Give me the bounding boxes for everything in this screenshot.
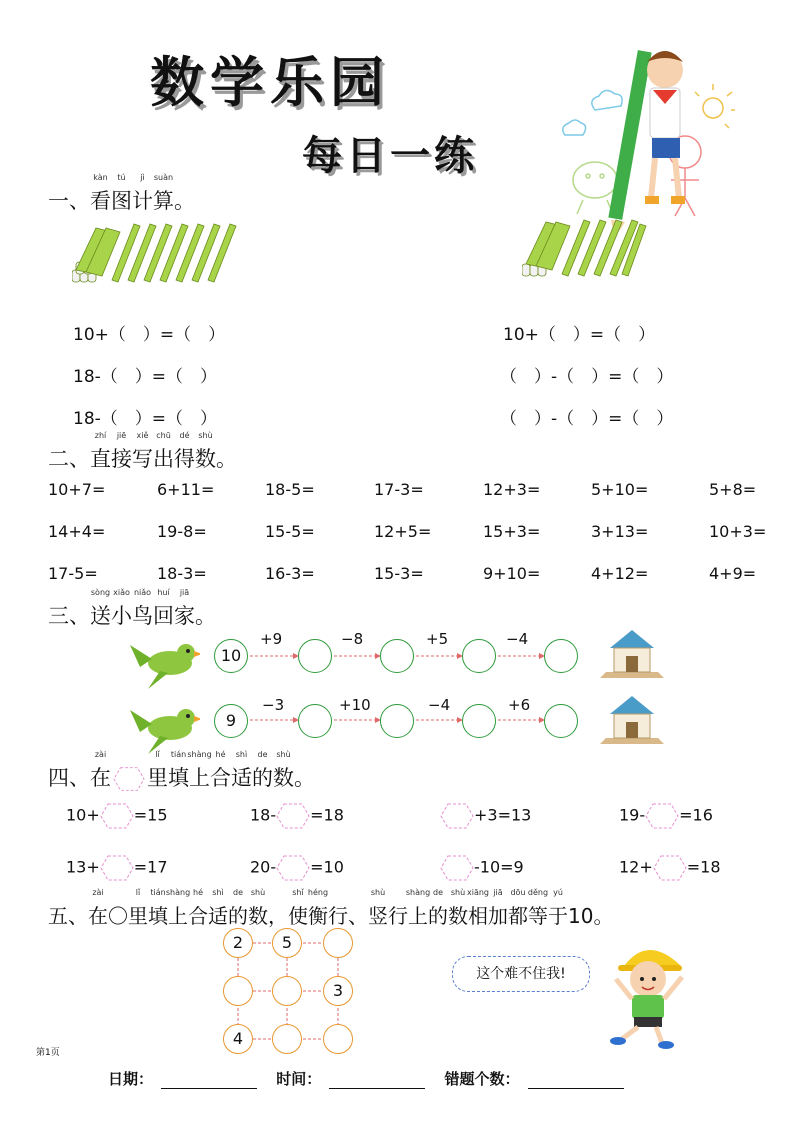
title-char: 适 shì bbox=[231, 750, 252, 790]
pinyin: kàn bbox=[93, 173, 108, 182]
pinyin: shàng bbox=[165, 888, 191, 897]
hex-fill-item[interactable]: +3=13 bbox=[440, 803, 531, 829]
speech-bubble: 这个难不住我! bbox=[452, 956, 590, 992]
pinyin: jiā bbox=[179, 588, 190, 597]
chain1-answer-circle[interactable] bbox=[462, 639, 496, 673]
stick-bundle-right-icon bbox=[522, 218, 647, 280]
calc-item[interactable]: 12+3= bbox=[483, 480, 541, 499]
hex-fill-item[interactable]: -10=9 bbox=[440, 855, 524, 881]
chain1-answer-circle[interactable] bbox=[380, 639, 414, 673]
grid-circle[interactable]: 2 bbox=[223, 928, 253, 958]
hex-fill-item[interactable]: 18- =18 bbox=[250, 803, 344, 829]
pinyin: de bbox=[257, 750, 268, 759]
time-label: 时间： bbox=[276, 1070, 322, 1088]
title-char: 于 yú bbox=[548, 888, 568, 928]
pinyin: shù bbox=[198, 431, 213, 440]
title-char: 里 lǐ bbox=[147, 750, 168, 790]
hexagon-icon bbox=[113, 766, 145, 792]
chain2-op: −4 bbox=[428, 696, 451, 714]
s1-left-eq[interactable]: 18-（ ）=（ ） bbox=[73, 409, 218, 429]
hexagon-blank[interactable] bbox=[100, 858, 134, 877]
title-char: 、 bbox=[348, 904, 368, 928]
pinyin: shù bbox=[250, 888, 266, 897]
title-char: 。 bbox=[294, 766, 315, 790]
chain2-answer-circle[interactable] bbox=[298, 704, 332, 738]
bird-icon bbox=[130, 700, 200, 755]
pinyin: tián bbox=[150, 888, 166, 897]
title-char: 鸟 niǎo bbox=[132, 588, 153, 628]
house-icon bbox=[596, 692, 668, 746]
title-char: 一、 bbox=[48, 189, 90, 213]
title-char: 看 kàn bbox=[90, 173, 111, 213]
grid-circle[interactable] bbox=[272, 976, 302, 1006]
chain2-start: 9 bbox=[214, 704, 248, 738]
title-char: 家 jiā bbox=[174, 588, 195, 628]
chain1-answer-circle[interactable] bbox=[298, 639, 332, 673]
calc-item[interactable]: 15-3= bbox=[374, 564, 424, 583]
calc-item[interactable]: 3+13= bbox=[591, 522, 649, 541]
title-char: 的 de bbox=[252, 750, 273, 790]
title-char: 回 huí bbox=[153, 588, 174, 628]
hexagon-blank[interactable] bbox=[645, 806, 679, 825]
hexagon-blank[interactable] bbox=[440, 858, 474, 877]
pinyin: sòng bbox=[90, 588, 111, 597]
pinyin: zhí bbox=[94, 431, 107, 440]
title-char: 三、 bbox=[48, 604, 90, 628]
chain1-op: +9 bbox=[260, 630, 283, 648]
title-char: 算 suàn bbox=[153, 173, 174, 213]
s1-left-eq[interactable]: 10+（ ）=（ ） bbox=[73, 325, 226, 345]
calc-item[interactable]: 9+10= bbox=[483, 564, 541, 583]
pinyin: shì bbox=[212, 888, 224, 897]
errors-blank[interactable] bbox=[528, 1072, 624, 1089]
pinyin: jiē bbox=[116, 431, 127, 440]
hex-fill-item[interactable]: 13+ =17 bbox=[66, 855, 168, 881]
title-char: 数 shù bbox=[448, 888, 468, 928]
chain1-op: −4 bbox=[506, 630, 529, 648]
page-number: 第1页 bbox=[36, 1048, 60, 1058]
pinyin: tián bbox=[170, 750, 187, 759]
pinyin: dé bbox=[179, 431, 190, 440]
calc-item[interactable]: 12+5= bbox=[374, 522, 432, 541]
footer-fields bbox=[108, 1068, 632, 1089]
pinyin: shǐ bbox=[292, 888, 304, 897]
pinyin: lǐ bbox=[155, 750, 160, 759]
section-4-title bbox=[48, 750, 315, 792]
title-char: 〇 bbox=[108, 904, 128, 928]
chain2-op: −3 bbox=[262, 696, 285, 714]
calc-item[interactable]: 19-8= bbox=[157, 522, 207, 541]
title-char: 行 bbox=[388, 904, 408, 928]
pinyin: shàng bbox=[187, 750, 212, 759]
pinyin: hé bbox=[193, 888, 203, 897]
title-char: 等 děng bbox=[527, 888, 549, 928]
boy-with-pencil-illustration bbox=[555, 40, 735, 230]
title-char: 计 jì bbox=[132, 173, 153, 213]
title-char: 。 bbox=[216, 447, 237, 471]
s1-right-eq[interactable]: （ ）-（ ）=（ ） bbox=[500, 367, 674, 387]
title-char: 数 shù bbox=[195, 431, 216, 471]
calc-item[interactable]: 15-5= bbox=[265, 522, 315, 541]
pinyin: zài bbox=[92, 888, 104, 897]
s1-right-eq[interactable]: （ ）-（ ）=（ ） bbox=[500, 409, 674, 429]
title-char: 都 dōu bbox=[508, 888, 528, 928]
pinyin: hé bbox=[215, 750, 226, 759]
chain1-answer-circle[interactable] bbox=[544, 639, 578, 673]
hex-fill-item[interactable]: 10+ =15 bbox=[66, 803, 168, 829]
calc-item[interactable]: 16-3= bbox=[265, 564, 315, 583]
calc-item[interactable]: 17-3= bbox=[374, 480, 424, 499]
calc-item[interactable]: 10+7= bbox=[48, 480, 106, 499]
title-char: 合 hé bbox=[210, 750, 231, 790]
calc-item[interactable]: 4+12= bbox=[591, 564, 649, 583]
hex-fill-item[interactable]: 20- =10 bbox=[250, 855, 344, 881]
title-char: 合 hé bbox=[188, 888, 208, 928]
page-subtitle: 每日一练 bbox=[302, 132, 478, 179]
chain1-start: 10 bbox=[214, 639, 248, 673]
pinyin: jì bbox=[140, 173, 145, 182]
title-char: 送 sòng bbox=[90, 588, 111, 628]
pinyin: de bbox=[433, 888, 443, 897]
section-1-title bbox=[48, 173, 195, 215]
title-char: 填 tián bbox=[148, 888, 168, 928]
title-char: 四、 bbox=[48, 766, 90, 790]
pinyin: de bbox=[233, 888, 243, 897]
calc-item[interactable]: 17-5= bbox=[48, 564, 98, 583]
pinyin: xiě bbox=[136, 431, 149, 440]
title-char: 使 shǐ bbox=[288, 888, 308, 928]
pinyin: lǐ bbox=[135, 888, 141, 897]
title-char: 在 zài bbox=[88, 888, 108, 928]
time-blank[interactable] bbox=[329, 1072, 425, 1089]
calc-item[interactable]: 18-5= bbox=[265, 480, 315, 499]
calc-item[interactable]: 10+3= bbox=[709, 522, 767, 541]
pinyin: shù bbox=[276, 750, 291, 759]
title-char: 竖 shù bbox=[368, 888, 388, 928]
chain2-answer-circle[interactable] bbox=[544, 704, 578, 738]
hexagon-blank[interactable] bbox=[276, 806, 310, 825]
s1-right-eq[interactable]: 10+（ ）=（ ） bbox=[503, 325, 656, 345]
title-char: 里 lǐ bbox=[128, 888, 148, 928]
title-char: 的 de bbox=[428, 888, 448, 928]
calc-item[interactable]: 6+11= bbox=[157, 480, 215, 499]
title-char: 上 shàng bbox=[187, 750, 212, 790]
pinyin: tú bbox=[117, 173, 126, 182]
title-char: 相 xiāng bbox=[466, 888, 490, 928]
pinyin: xiāng bbox=[466, 888, 490, 897]
chain2-op: +10 bbox=[339, 696, 371, 714]
grid-circle[interactable]: 4 bbox=[223, 1024, 253, 1054]
pinyin: niǎo bbox=[133, 588, 152, 597]
errors-label: 错题个数： bbox=[444, 1070, 520, 1088]
chain2-answer-circle[interactable] bbox=[462, 704, 496, 738]
title-char: 。 bbox=[174, 189, 195, 213]
calc-item[interactable]: 18-3= bbox=[157, 564, 207, 583]
title-char: 直 zhí bbox=[90, 431, 111, 471]
title-char: 数 shù bbox=[273, 750, 294, 790]
title-char: ， bbox=[268, 904, 288, 928]
pinyin: huí bbox=[157, 588, 170, 597]
calc-item[interactable]: 14+4= bbox=[48, 522, 106, 541]
title-char: 10。 bbox=[568, 904, 614, 928]
bird-icon bbox=[130, 635, 200, 690]
pinyin: shì bbox=[235, 750, 248, 759]
title-char: 图 tú bbox=[111, 173, 132, 213]
pinyin: shàng bbox=[405, 888, 431, 897]
pinyin: suàn bbox=[153, 173, 174, 182]
chain1-op: +5 bbox=[426, 630, 449, 648]
pinyin: shù bbox=[370, 888, 386, 897]
stick-bundle-left-icon bbox=[72, 222, 237, 287]
hexagon-blank[interactable] bbox=[276, 858, 310, 877]
grid-circle[interactable] bbox=[223, 976, 253, 1006]
title-char: 二、 bbox=[48, 447, 90, 471]
calc-item[interactable]: 5+8= bbox=[709, 480, 757, 499]
calc-item[interactable]: 5+10= bbox=[591, 480, 649, 499]
grid-circle[interactable] bbox=[323, 1024, 353, 1054]
title-char: 衡 héng bbox=[307, 888, 329, 928]
title-char: 适 shì bbox=[208, 888, 228, 928]
title-char: 上 shàng bbox=[405, 888, 431, 928]
title-char: 写 xiě bbox=[132, 431, 153, 471]
hexagon-blank[interactable] bbox=[440, 806, 474, 825]
pinyin: chū bbox=[156, 431, 171, 440]
title-char: 小 xiǎo bbox=[111, 588, 132, 628]
title-char: 加 jiā bbox=[488, 888, 508, 928]
pinyin: dōu bbox=[510, 888, 526, 897]
hexagon-blank[interactable] bbox=[653, 858, 687, 877]
pinyin: yú bbox=[553, 888, 563, 897]
title-char: 填 tián bbox=[168, 750, 189, 790]
title-char: 在 zài bbox=[90, 750, 111, 790]
pinyin: shù bbox=[450, 888, 466, 897]
calc-item[interactable]: 4+9= bbox=[709, 564, 757, 583]
title-char: 。 bbox=[195, 604, 216, 628]
s1-left-eq[interactable]: 18-（ ）=（ ） bbox=[73, 367, 218, 387]
date-label: 日期： bbox=[108, 1070, 154, 1088]
title-char: 上 shàng bbox=[165, 888, 191, 928]
section-3-title bbox=[48, 588, 216, 630]
cheering-kid-illustration bbox=[600, 935, 695, 1050]
title-char: 接 jiē bbox=[111, 431, 132, 471]
chain2-answer-circle[interactable] bbox=[380, 704, 414, 738]
title-char: 得 dé bbox=[174, 431, 195, 471]
calc-item[interactable]: 15+3= bbox=[483, 522, 541, 541]
grid-circle[interactable] bbox=[272, 1024, 302, 1054]
title-char: 的 de bbox=[228, 888, 248, 928]
house-icon bbox=[596, 626, 668, 680]
date-blank[interactable] bbox=[161, 1072, 257, 1089]
grid-circle[interactable]: 5 bbox=[272, 928, 302, 958]
hexagon-blank[interactable] bbox=[100, 806, 134, 825]
pinyin: xiǎo bbox=[113, 588, 130, 597]
title-char: 五、 bbox=[48, 904, 88, 928]
pinyin: zài bbox=[94, 750, 107, 759]
title-char: 出 chū bbox=[153, 431, 174, 471]
chain2-op: +6 bbox=[508, 696, 531, 714]
chain1-op: −8 bbox=[341, 630, 364, 648]
title-char: 数 shù bbox=[248, 888, 268, 928]
section-2-title bbox=[48, 431, 237, 473]
hex-fill-item[interactable]: 19- =16 bbox=[619, 803, 713, 829]
pinyin: děng bbox=[527, 888, 549, 897]
page-title: 数学乐园 bbox=[150, 50, 390, 114]
title-char: 行 bbox=[328, 904, 348, 928]
grid-circle[interactable] bbox=[323, 928, 353, 958]
pinyin: jiā bbox=[493, 888, 503, 897]
hex-fill-item[interactable]: 12+ =18 bbox=[619, 855, 721, 881]
grid-circle[interactable]: 3 bbox=[323, 976, 353, 1006]
pinyin: héng bbox=[307, 888, 329, 897]
